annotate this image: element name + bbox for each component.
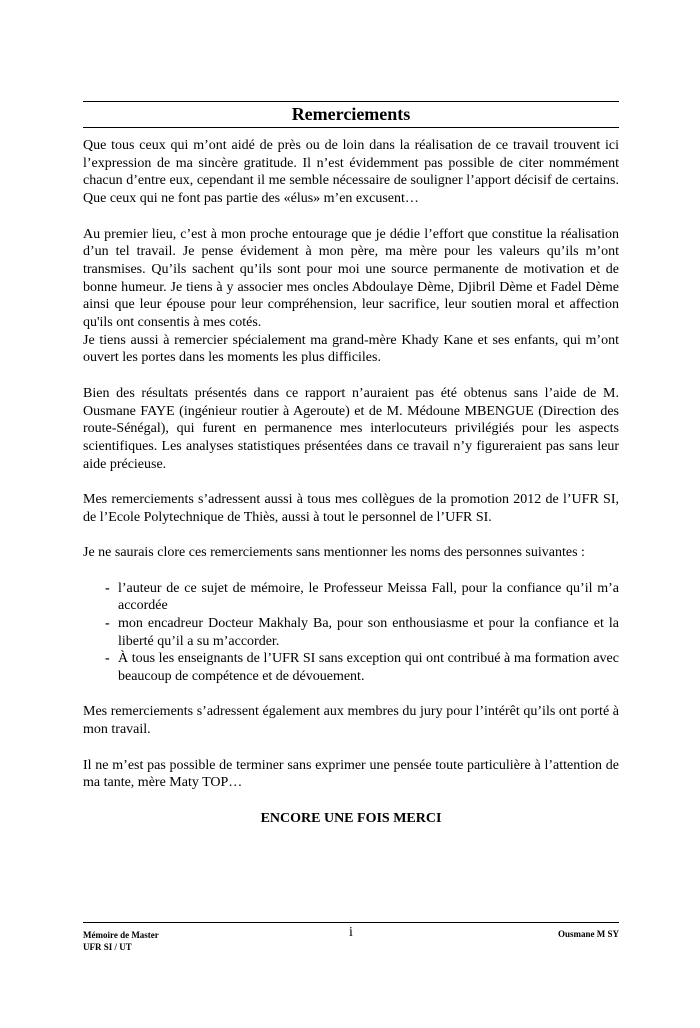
document-body (83, 137, 619, 845)
paragraph-colleagues: Mes remerciements s’adressent aussi à tous mes collègues de la promotion 2012 de l’UFR SI, de l’Ecole Polytechnique de Thiès, aussi à tout le personnel de l’UFR SI. (83, 492, 619, 525)
paragraph-list-intro: Je ne saurais clore ces remerciements sans mentionner les noms des personnes suivantes : (83, 545, 585, 561)
list-bullet: - (105, 615, 110, 631)
title-block (83, 101, 619, 128)
paragraph-jury: Mes remerciements s’adressent également aux membres du jury pour l’intérêt qu’ils ont porté à mon travail. (83, 704, 619, 738)
paragraph-intro: Que tous ceux qui m’ont aidé de près ou de loin dans la réalisation de ce travail trouvent ici l’expression de ma sincère gratitude. Il n’est évidemment pas possible de citer nommément chacun d’entre eux, cependant il me semble nécessaire de souligner l’apport décisif de certains. Que ceux qui ne font pas partie des «élus» m’en excusent… (83, 138, 619, 207)
paragraph-aunt: Il ne m’est pas possible de terminer sans exprimer une pensée toute particulière à l’attention de ma tante, mère Maty TOP… (83, 757, 619, 791)
footer-author: Ousmane M SY (557, 929, 619, 939)
page-footer (83, 922, 619, 963)
list-item-text: l’auteur de ce sujet de mémoire, le Professeur Meissa Fall, pour la confiance qu’il m’a accordée (118, 580, 619, 614)
paragraph-results: Bien des résultats présentés dans ce rapport n’auraient pas été obtenus sans l’aide de M. Ousmane FAYE (ingénieur routier à Ageroute) et de M. Médoune MBENGUE (Direction des route-Sénégal), qui furent en permanence mes interlocuteurs privilégiés pour les aspects scientifiques. Les analyses statistiques présentées dans ce travail n’y figureraient pas sans leur aide précieuse. (83, 385, 619, 472)
list-bullet: - (105, 580, 110, 596)
list-item-text: À tous les enseignants de l’UFR SI sans exception qui ont contribué à ma formation avec beaucoup de compétence et de dévouement. (118, 651, 619, 685)
list-item (83, 580, 619, 615)
list-bullet: - (105, 651, 110, 667)
paragraph-family: Au premier lieu, c’est à mon proche entourage que je dédie l’effort que constitue la réalisation d’un tel travail. Je pense évidement à mon père, ma mère pour les valeurs qu’ils m’ont transmises. Qu’ils sachent qu’ils sont pour moi une source permanente de motivation et de bonne humeur. Je tiens à y associer mes oncles Abdoulaye Dème, Djibril Dème et Fadel Dème ainsi que leur épouse pour leur compréhension, leur sacrifice, leur soutien moral et affection qu'ils ont consentis à mes cotés. (83, 226, 619, 331)
list-item (83, 650, 619, 685)
page-title: Remerciements (291, 104, 411, 124)
list-item (83, 615, 619, 650)
footer-institution: UFR SI / UT (83, 942, 132, 952)
list-item-text: mon encadreur Docteur Makhaly Ba, pour son enthousiasme et pour la confiance et la liberté qu’il a su m’accorder. (118, 615, 619, 649)
paragraph-grandmother: Je tiens aussi à remercier spécialement ma grand-mère Khady Kane et ses enfants, qui m’ont ouvert les portes dans les moments les plus difficiles. (83, 332, 619, 366)
footer-thesis-label: Mémoire de Master (83, 930, 159, 940)
page-number: i (349, 925, 353, 940)
acknowledgement-list (83, 580, 619, 686)
closing-line: ENCORE UNE FOIS MERCI (260, 810, 442, 826)
